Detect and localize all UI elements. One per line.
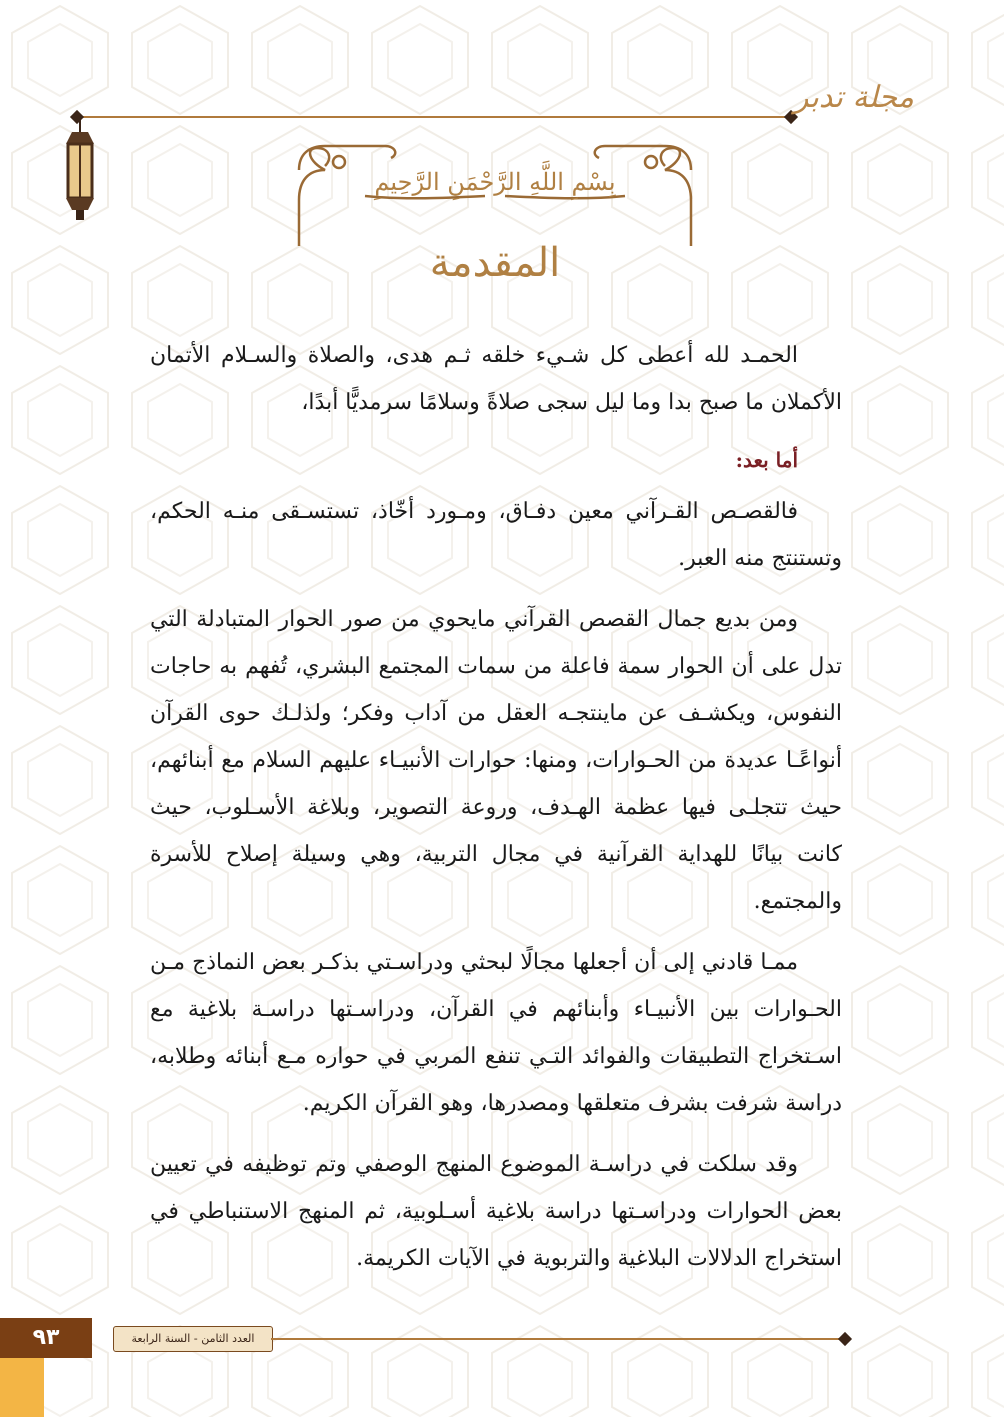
magazine-logo: مجلة تدبر — [794, 80, 914, 115]
paragraph: فالقصـص القـرآني معين دفـاق، ومـورد أخّاذ، تستسـقى منـه الحكم، وتستنتج منه العبر. — [150, 499, 842, 571]
paragraph: وقد سلكت في دراسـة الموضوع المنهج الوصفي وتم توظيفه في تعيين بعض الحوارات ودراسـتها دراسة بلاغية أسـلوبية، ثم المنهج الاستنباطي في استخراج الدلالات البلاغية والتربوية في الآيات الكريمة. — [150, 1152, 842, 1271]
page-number: ٩٣ — [0, 1318, 92, 1358]
paragraph: ومن بديع جمال القصص القرآني مايحوي من صور الحوار المتبادلة التي تدل على أن الحوار سمة فاعلة من سمات المجتمع البشري، تُفهم به حاجات النفوس، ويكشـف عن ماينتجـه العقل من آداب وفكر؛ ولذلـك حوى القرآن أنواعًـا عديدة من الحـوارات، ومنها: حوارات الأنبيـاء عليهم السلام مع أبنائهم، حيث تتجلـى فيها عظمة الهـدف، وروعة التصوير، وبلاغة الأسـلوب، حيث كانت بيانًا للهداية القرآنية في مجال التربية، وهي وسيلة إصلاح للأسرة والمجتمع. — [150, 607, 842, 914]
section-subheading: أما بعد: — [735, 448, 798, 472]
basmala: بِسْمِ اللَّهِ الرَّحْمَنِ الرَّحِيمِ — [374, 168, 616, 196]
paragraph-opening: الحمـد لله أعطى كل شـيء خلقه ثـم هدى، والصلاة والسـلام الأتمان الأكملان ما صبح بدا وما ليل سجى صلاةً وسلامًا سرمديًّا أبدًا، — [150, 343, 842, 415]
page-title: المقدمة — [429, 240, 561, 286]
article-body — [150, 332, 842, 1296]
issue-label: العدد الثامن - السنة الرابعة — [113, 1326, 273, 1352]
side-color-strip — [0, 1358, 44, 1417]
lantern-icon — [58, 118, 102, 222]
paragraph: ممـا قادني إلى أن أجعلها مجالًا لبحثي ودراسـتي بذكـر بعض النماذج مـن الحـوارات بين الأنبيـاء وأبنائهم في القرآن، ودراسـتها دراسـة بلاغية مع اسـتخراج التطبيقات والفوائد التـي تنفع المربي في حواره مـع أبنائه وطلابه، دراسة شرفت بشرف متعلقها ومصدرها، وهو القرآن الكريم. — [150, 950, 842, 1116]
header-rule — [78, 116, 790, 118]
footer-rule — [271, 1338, 843, 1340]
